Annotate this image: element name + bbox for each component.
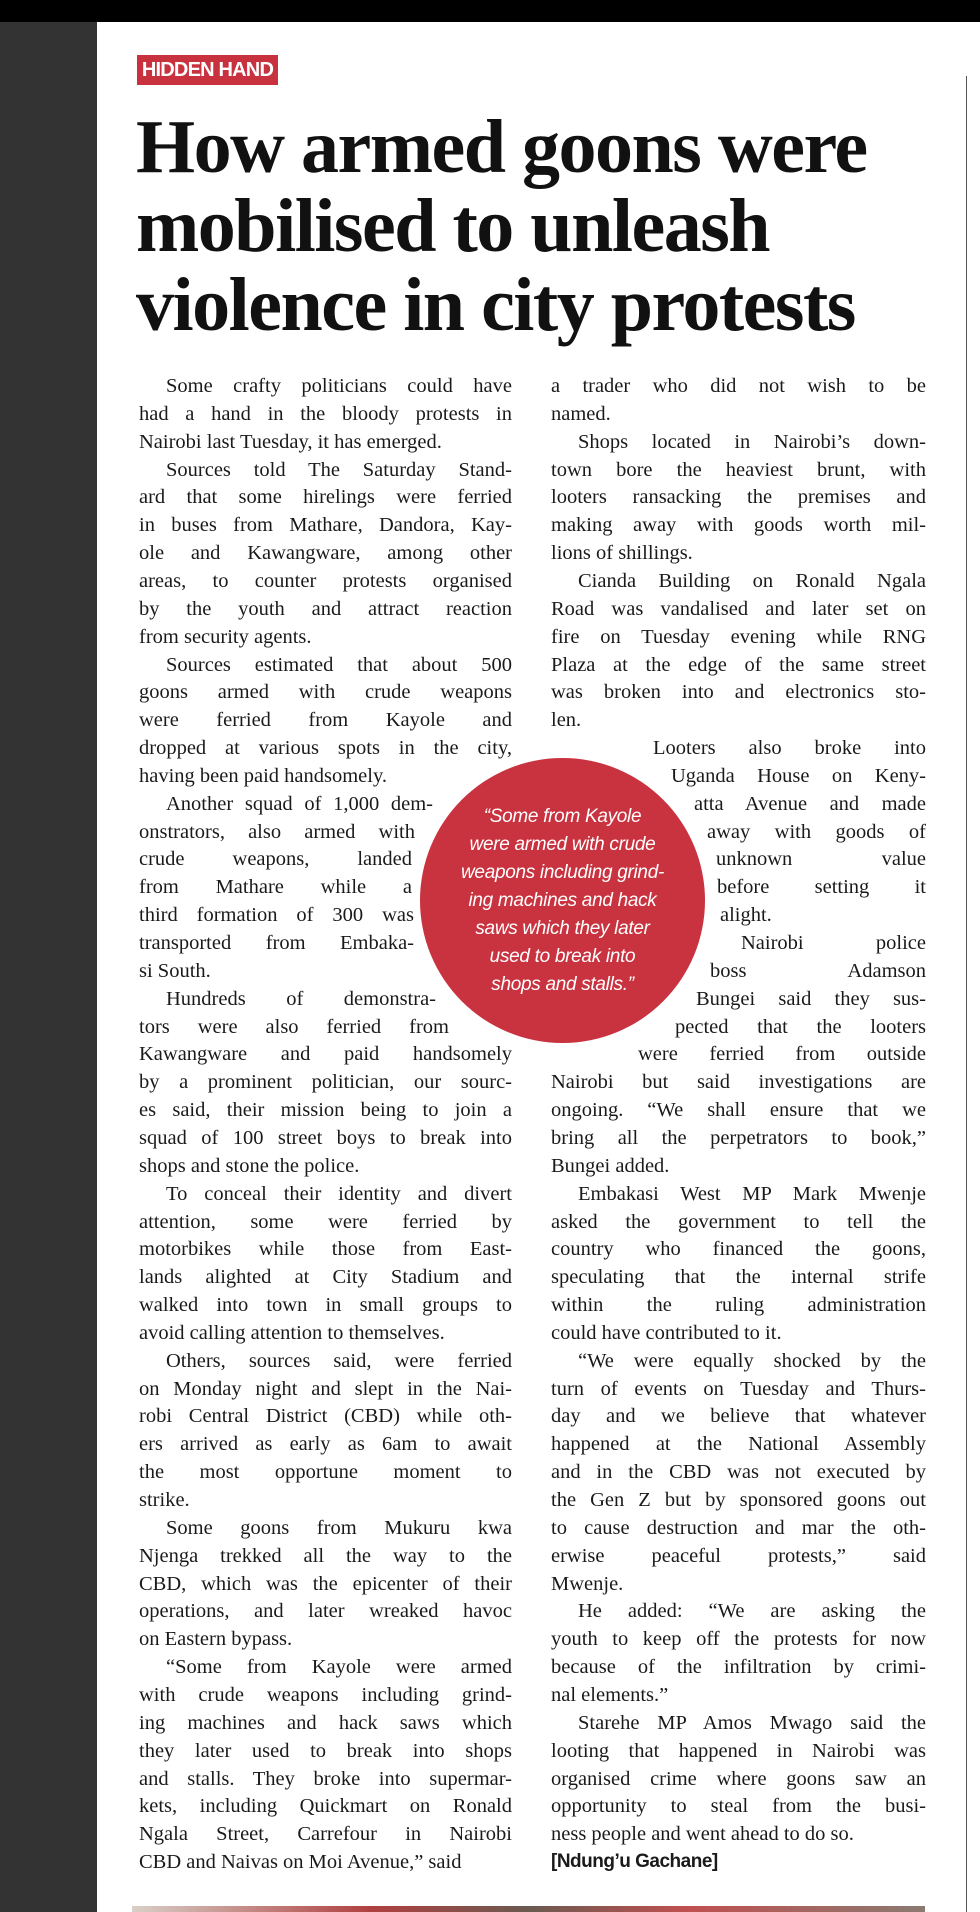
text-line: Uganda House on Keny- [671,764,926,787]
text-line: es said, their mission being to join a [139,1099,512,1122]
text-line: asked the government to tell the [551,1210,926,1233]
headline-line: mobilised to unleash [136,184,770,268]
text-line: they later used to break into shops [139,1739,512,1762]
text-line: a trader who did not wish to be [551,375,926,397]
text-line: To conceal their identity and divert [166,1182,512,1205]
text-line: Bungei added. [551,1154,670,1177]
text-line: robi Central District (CBD) while oth- [139,1405,512,1428]
text-line: walked into town in small groups to [139,1294,512,1317]
text-line: alight. [720,904,772,927]
section-tag: HIDDEN HAND [137,55,278,85]
text-line: si South. [139,959,211,982]
text-line: were ferried from outside [638,1043,926,1066]
pull-quote-line: saws which they later [475,917,650,939]
text-line: with crude weapons including grind- [139,1683,512,1706]
text-line: tors were also ferried from [139,1015,449,1038]
text-line: opportunity to steal from the busi- [551,1795,926,1818]
text-line: lions of shillings. [551,542,693,565]
text-line: Road was vandalised and later set on [551,597,926,620]
text-line: dropped at various spots in the city, [139,737,512,760]
text-line: the most opportune moment to [139,1461,512,1484]
text-line: lands alighted at City Stadium and [139,1266,512,1289]
text-line: were ferried from Kayole and [139,709,512,732]
text-line: within the ruling administration [551,1294,926,1317]
text-line: Looters also broke into [653,737,926,760]
text-line: ard that some hirelings were ferried [139,486,512,509]
text-line: town bore the heaviest brunt, with [551,458,926,481]
text-line: had a hand in the bloody protests in [139,402,512,425]
text-line: Embakasi West MP Mark Mwenje [578,1182,926,1205]
pull-quote-line: shops and stalls.” [491,973,634,995]
text-line: Others, sources said, were ferried [166,1349,512,1372]
text-line: Starehe MP Amos Mwago said the [578,1711,926,1734]
pull-quote-line: were armed with crude [469,833,656,855]
text-line: motorbikes while those from East- [139,1238,512,1261]
text-line: Some goons from Mukuru kwa [166,1516,512,1539]
text-line: ness people and went ahead to do so. [551,1823,854,1846]
photo-strip [132,1906,925,1912]
text-line: because of the infiltration by crimi- [551,1656,926,1679]
byline: [Ndung’u Gachane] [551,1851,718,1873]
text-line: goons armed with crude weapons [139,681,512,704]
text-line: speculating that the internal strife [551,1266,926,1289]
text-line: away with goods of [707,820,926,843]
text-line: Another squad of 1,000 dem- [166,792,433,815]
text-line: Sources told The Saturday Stand- [166,458,512,481]
text-line: bring all the perpetrators to book,” [551,1126,926,1149]
text-line: Bungei said they sus- [696,987,926,1010]
text-line: erwise peaceful protests,” said [551,1544,926,1567]
text-line: nal elements.” [551,1683,669,1706]
text-line: Plaza at the edge of the same street [551,653,926,676]
text-line: boss Adamson [710,959,926,982]
text-line: turn of events on Tuesday and Thurs- [551,1377,926,1400]
text-line: from security agents. [139,625,312,648]
text-line: areas, to counter protests organised [139,569,512,592]
pull-quote-line: weapons including grind- [461,861,664,883]
text-line: country who financed the goons, [551,1238,926,1261]
text-line: named. [551,402,611,425]
text-line: Nairobi police [741,932,926,954]
headline-line: How armed goons were [136,105,867,189]
text-line: on Monday night and slept in the Nai- [139,1377,512,1400]
text-line: by a prominent politician, our sourc- [139,1071,512,1094]
text-line: third formation of 300 was [139,904,414,927]
text-line: transported from Embaka- [139,932,414,954]
text-line: avoid calling attention to themselves. [139,1321,445,1344]
text-line: strike. [139,1489,190,1511]
text-line: He added: “We are asking the [578,1600,926,1623]
text-line: and stalls. They broke into supermar- [139,1767,512,1790]
text-line: Kawangware and paid handsomely [139,1043,512,1066]
column-rule [966,76,967,1912]
text-line: fire on Tuesday evening while RNG [551,625,926,648]
pull-quote [420,758,705,1043]
text-line: atta Avenue and made [694,792,926,815]
text-line: operations, and later wreaked havoc [139,1600,512,1623]
text-line: Shops located in Nairobi’s down- [578,430,926,453]
text-line: Some crafty politicians could have [166,375,512,397]
text-line: Nairobi but said investigations are [551,1071,926,1094]
text-line: happened at the National Assembly [551,1433,926,1456]
text-line: unknown value [716,848,926,871]
pull-quote-line: “Some from Kayole [483,805,642,827]
text-line: to cause destruction and mar the oth- [551,1516,926,1539]
text-line: day and we believe that whatever [551,1405,926,1428]
text-line: len. [551,709,582,732]
text-line: organised crime where goons saw an [551,1767,926,1790]
text-line: ole and Kawangware, among other [139,542,512,565]
left-margin-strip [0,22,97,1912]
text-line: squad of 100 street boys to break into [139,1126,512,1149]
text-line: “We were equally shocked by the [578,1349,926,1372]
text-line: shops and stone the police. [139,1154,360,1177]
text-line: was broken into and electronics sto- [551,681,926,704]
text-line: ers arrived as early as 6am to await [139,1433,512,1456]
text-line: before setting it [717,876,926,899]
text-line: Nairobi last Tuesday, it has emerged. [139,430,442,453]
text-line: Njenga trekked all the way to the [139,1544,512,1567]
text-line: CBD, which was the epicenter of their [139,1572,512,1595]
text-line: looting that happened in Nairobi was [551,1739,926,1762]
headline-line: violence in city protests [136,263,855,347]
text-line: Cianda Building on Ronald Ngala [578,569,926,592]
text-line: crude weapons, landed [139,848,412,871]
text-line: “Some from Kayole were armed [166,1656,512,1679]
top-bar [0,0,980,22]
text-line: on Eastern bypass. [139,1628,293,1651]
text-line: Mwenje. [551,1572,624,1595]
text-line: by the youth and attract reaction [139,597,512,620]
text-line: ing machines and hack saws which [139,1711,512,1734]
text-line: from Mathare while a [139,876,412,899]
text-line: in buses from Mathare, Dandora, Kay- [139,514,512,537]
pull-quote-line: used to break into [489,945,636,967]
text-line: Sources estimated that about 500 [166,653,512,676]
text-line: ongoing. “We shall ensure that we [551,1099,926,1122]
text-line: CBD and Naivas on Moi Avenue,” said [139,1851,462,1874]
text-line: the Gen Z but by sponsored goons out [551,1489,926,1511]
text-line: having been paid handsomely. [139,764,388,787]
text-line: kets, including Quickmart on Ronald [139,1795,512,1818]
headline [136,105,936,347]
text-line: attention, some were ferried by [139,1210,512,1233]
text-line: looters ransacking the premises and [551,486,926,509]
text-line: could have contributed to it. [551,1321,782,1344]
text-line: Ngala Street, Carrefour in Nairobi [139,1823,512,1846]
text-line: Hundreds of demonstra- [166,987,436,1010]
text-line: youth to keep off the protests for now [551,1628,926,1651]
text-line: making away with goods worth mil- [551,514,926,537]
text-line: onstrators, also armed with [139,820,415,843]
pull-quote-line: ing machines and hack [468,889,657,911]
text-line: and in the CBD was not executed by [551,1461,926,1484]
text-line: pected that the looters [675,1015,926,1038]
